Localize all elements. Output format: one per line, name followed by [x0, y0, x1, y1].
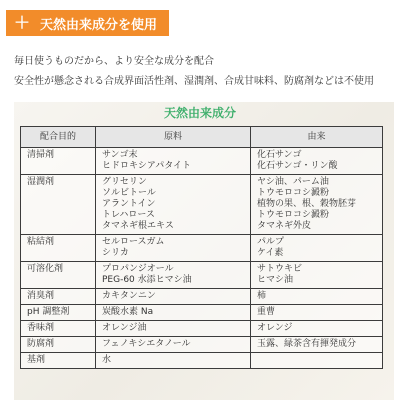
- origin-cell: [251, 235, 383, 262]
- header-purpose: 配合目的: [21, 127, 96, 148]
- origin-item: 化石サンゴ: [257, 150, 302, 160]
- origin-cell: [251, 262, 383, 289]
- purpose-cell: 清掃剤: [21, 148, 96, 175]
- header-materials: 原料: [96, 127, 251, 148]
- table-row: [21, 305, 383, 321]
- materials-cell: [96, 337, 251, 353]
- material-item: セルロースガム: [102, 237, 165, 247]
- materials-cell: [96, 148, 251, 175]
- origin-cell: [251, 305, 383, 321]
- origin-item: 玉露、緑茶含有揮発成分: [257, 339, 357, 349]
- origin-item: トウモロコシ澱粉: [257, 210, 330, 220]
- material-item: フェノキシエタノール: [102, 339, 191, 349]
- table-title: 天然由来成分: [163, 106, 236, 120]
- origin-item: ヒマシ油: [257, 275, 294, 285]
- materials-cell: [96, 353, 251, 369]
- purpose-cell: 香味剤: [21, 321, 96, 337]
- purpose-cell: 粘結剤: [21, 235, 96, 262]
- origin-cell: [251, 321, 383, 337]
- material-item: アラントイン: [102, 199, 156, 209]
- origin-item: ヤシ油、パーム油: [257, 177, 329, 187]
- material-item: ヒドロキシアパタイト: [102, 161, 192, 171]
- table-row: [21, 235, 383, 262]
- ingredients-table: [20, 126, 383, 369]
- plus-icon: ＋: [14, 13, 31, 32]
- purpose-cell: pH 調整剤: [21, 305, 96, 321]
- origin-item: 重曹: [257, 307, 276, 317]
- section-header: [6, 10, 169, 36]
- table-header-row: [21, 127, 383, 148]
- origin-item: オレンジ: [257, 323, 293, 333]
- table-row: [21, 148, 383, 175]
- material-item: トレハロース: [102, 210, 155, 220]
- origin-item: タマネギ外皮: [257, 221, 312, 231]
- materials-cell: [96, 235, 251, 262]
- table-row: [21, 175, 383, 235]
- material-item: ソルビトール: [102, 188, 156, 198]
- materials-cell: [96, 175, 251, 235]
- purpose-cell: 防腐剤: [21, 337, 96, 353]
- intro-line-1: 毎日使うものだから、より安全な成分を配合: [14, 56, 214, 67]
- section-title: 天然由来成分を使用: [40, 17, 158, 33]
- origin-item: 植物の果、根、穀物胚芽: [257, 199, 357, 209]
- purpose-cell: 可溶化剤: [21, 262, 96, 289]
- materials-cell: [96, 321, 251, 337]
- origin-cell: [251, 337, 383, 353]
- header-origin: 由来: [251, 127, 383, 148]
- material-item: 炭酸水素 Na: [102, 307, 154, 317]
- material-item: PEG-60 水添ヒマシ油: [102, 275, 192, 285]
- intro-line-2: 安全性が懸念される合成界面活性剤、湿潤剤、合成甘味料、防腐剤などは不使用: [14, 76, 374, 87]
- origin-item: サトウキビ: [257, 264, 303, 274]
- origin-item: ケイ素: [257, 248, 284, 258]
- materials-cell: [96, 289, 251, 305]
- origin-cell: [251, 353, 383, 369]
- origin-item: パルプ: [257, 237, 285, 247]
- material-item: シリカ: [102, 248, 129, 258]
- origin-item: 柿: [257, 291, 267, 301]
- origin-item: 化石サンゴ・リン酸: [257, 161, 338, 171]
- material-item: カキタンニン: [102, 291, 156, 301]
- material-item: 水: [102, 355, 112, 365]
- material-item: タマネギ根エキス: [102, 221, 174, 231]
- origin-cell: [251, 175, 383, 235]
- purpose-cell: 消臭剤: [21, 289, 96, 305]
- materials-cell: [96, 305, 251, 321]
- table-row: [21, 321, 383, 337]
- purpose-cell: 湿潤剤: [21, 175, 96, 235]
- materials-cell: [96, 262, 251, 289]
- table-row: [21, 337, 383, 353]
- purpose-cell: 基剤: [21, 353, 96, 369]
- origin-cell: [251, 289, 383, 305]
- table-row: [21, 262, 383, 289]
- material-item: オレンジ油: [102, 323, 147, 333]
- intro-text: [14, 52, 394, 92]
- material-item: プロパンジオール: [102, 264, 174, 274]
- table-row: [21, 289, 383, 305]
- material-item: サンゴ末: [102, 150, 138, 160]
- origin-item: トウモロコシ澱粉: [257, 188, 330, 198]
- table-row: [21, 353, 383, 369]
- material-item: グリセリン: [102, 177, 147, 187]
- origin-cell: [251, 148, 383, 175]
